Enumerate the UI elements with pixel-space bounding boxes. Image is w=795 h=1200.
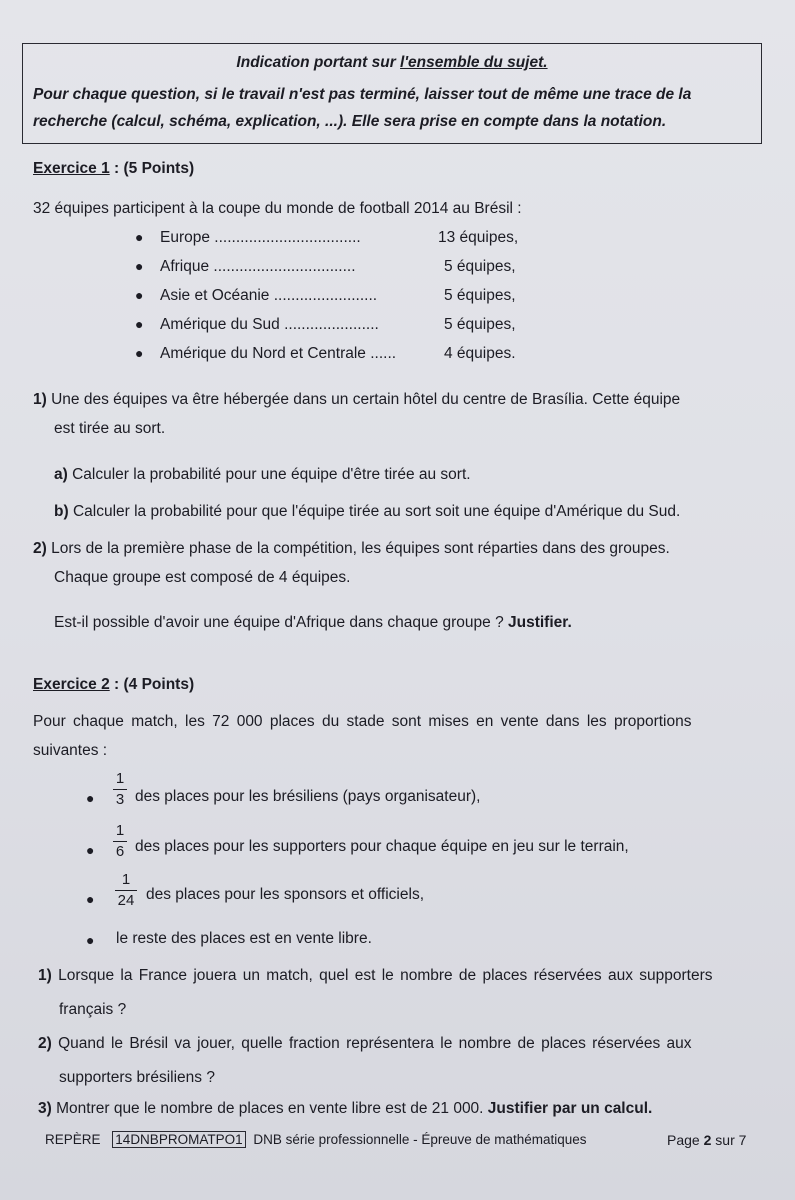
fraction-one-third: 1 3 (113, 770, 127, 809)
fraction-one-sixth: 1 6 (113, 822, 127, 861)
ex2-question-1-cont: français ? (59, 1001, 127, 1018)
fraction-item-text: des places pour les sponsors et officiels, (146, 886, 425, 903)
bullet-icon: ● (135, 287, 144, 303)
footer-exam-title: DNB série professionnelle - Épreuve de mathématiques (253, 1132, 587, 1147)
ex1-question-2-cont: Chaque groupe est composé de 4 équipes. (54, 569, 351, 586)
footer (45, 1132, 587, 1147)
bullet-icon: ● (135, 345, 144, 361)
instruction-title-underlined: l'ensemble du sujet. (400, 54, 548, 71)
ex2-question-2-cont: supporters brésiliens ? (59, 1069, 215, 1086)
instruction-text: Pour chaque question, si le travail n'est pas terminé, laisser tout de même une trace de la recherche (calcul, schéma, explication, ...). Elle sera prise en compte dans la notation. (33, 86, 692, 130)
bullet-icon: ● (86, 790, 95, 806)
fraction-bar (113, 789, 127, 790)
exercise-1-intro: 32 équipes participent à la coupe du monde de football 2014 au Brésil : (33, 200, 522, 217)
ex2-question-1: 1) Lorsque la France jouera un match, quel est le nombre de places réservées aux supporters (38, 967, 713, 984)
bullet-icon: ● (135, 316, 144, 332)
ex1-question-1-cont: est tirée au sort. (54, 420, 166, 437)
instruction-box (22, 43, 762, 144)
bullet-icon: ● (86, 842, 95, 858)
fraction-item-text: des places pour les brésiliens (pays organisateur), (135, 788, 481, 805)
page-number: Page 2 sur 7 (667, 1132, 747, 1148)
footer-reference: 14DNBPROMATPO1 (112, 1131, 245, 1148)
exam-page: Indication portant sur l'ensemble du sujet. Pour chaque question, si le travail n'est pas terminé, laisser tout de même une trace de la recherche (calcul, schéma, explication, ...). Elle sera prise en compte dans la notation. Exercice 1 : (5 Points) 32 équipes participent à la coupe du monde de football 2014 au Brésil : ● Europe .................................. 13 équipes, ● Afrique ................................. 5 équipes, ● Asie et Océanie ........................ 5 équipes, ● Amérique du Sud ...................... 5 équipes, ● Amérique du Nord et Centrale ...... 4 équipes. 1) Une des équipes va être hébergée dans un certain hôtel du centre de Brasília. Cette équipe est tirée au sort. a) Calculer la probabilité pour une équipe d'être tirée au sort. b) Calculer la probabilité pour que l'équipe tirée au sort soit une équipe d'Amérique du Sud. 2) Lors de la première phase de la compétition, les équipes sont réparties dans des groupes. Chaque groupe est composé de 4 équipes. Est-il possible d'avoir une équipe d'Afrique dans chaque groupe ? Justifier. Exercice 2 : (4 Points) Pour chaque match, les 72 000 places du stade sont mises en vente dans les proportions suivantes : ● 1 3 des places pour les brésiliens (pays organisateur), ● 1 6 des places pour les supporters pour chaque équipe en jeu sur le terrain, ● 1 24 des places pour les sponsors et officiels, ● le reste des places est en vente libre. 1) Lorsque la France jouera un match, quel est le nombre de places réservées aux supporters français ? 2) Quand le Brésil va jouer, quelle fraction représentera le nombre de places réservées aux supporters brésiliens ? 3) Montrer que le nombre de places en vente libre est de 21 000. Justifier par un calcul. REPÈRE 14DNBPROMATPO1 DNB série professionnelle - Épreuve de mathématiques Page 2 sur 7 (0, 0, 795, 1200)
exercise-1-title: Exercice 1 : (5 Points) (33, 160, 195, 177)
bullet-icon: ● (135, 258, 144, 274)
exercise-2-title: Exercice 2 : (4 Points) (33, 676, 195, 693)
bullet-icon: ● (86, 891, 95, 907)
ex1-question-1a: a) Calculer la probabilité pour une équipe d'être tirée au sort. (54, 466, 471, 483)
fraction-item-text: le reste des places est en vente libre. (116, 930, 372, 947)
fraction-bar (115, 890, 137, 891)
fraction-one-twentyfourth: 1 24 (115, 871, 137, 910)
ex1-question-2-ask: Est-il possible d'avoir une équipe d'Afrique dans chaque groupe ? Justifier. (54, 614, 572, 631)
instruction-title: Indication portant sur l'ensemble du sujet. (236, 54, 548, 71)
bullet-icon: ● (86, 932, 95, 948)
exercise-2-intro-cont: suivantes : (33, 742, 108, 759)
ex1-question-1b: b) Calculer la probabilité pour que l'équipe tirée au sort soit une équipe d'Amérique du Sud. (54, 503, 681, 520)
fraction-bar (113, 841, 127, 842)
exercise-2-intro: Pour chaque match, les 72 000 places du stade sont mises en vente dans les proportions (33, 713, 692, 730)
bullet-icon: ● (135, 229, 144, 245)
ex2-question-3: 3) Montrer que le nombre de places en vente libre est de 21 000. Justifier par un calcul. (38, 1100, 653, 1117)
fraction-item-text: des places pour les supporters pour chaque équipe en jeu sur le terrain, (135, 838, 629, 855)
ex1-question-2: 2) Lors de la première phase de la compétition, les équipes sont réparties dans des groupes. (33, 540, 670, 557)
ex2-question-2: 2) Quand le Brésil va jouer, quelle fraction représentera le nombre de places réservées aux (38, 1035, 692, 1052)
ex1-question-1: 1) Une des équipes va être hébergée dans un certain hôtel du centre de Brasília. Cette équipe (33, 391, 681, 408)
footer-label: REPÈRE (45, 1132, 101, 1147)
